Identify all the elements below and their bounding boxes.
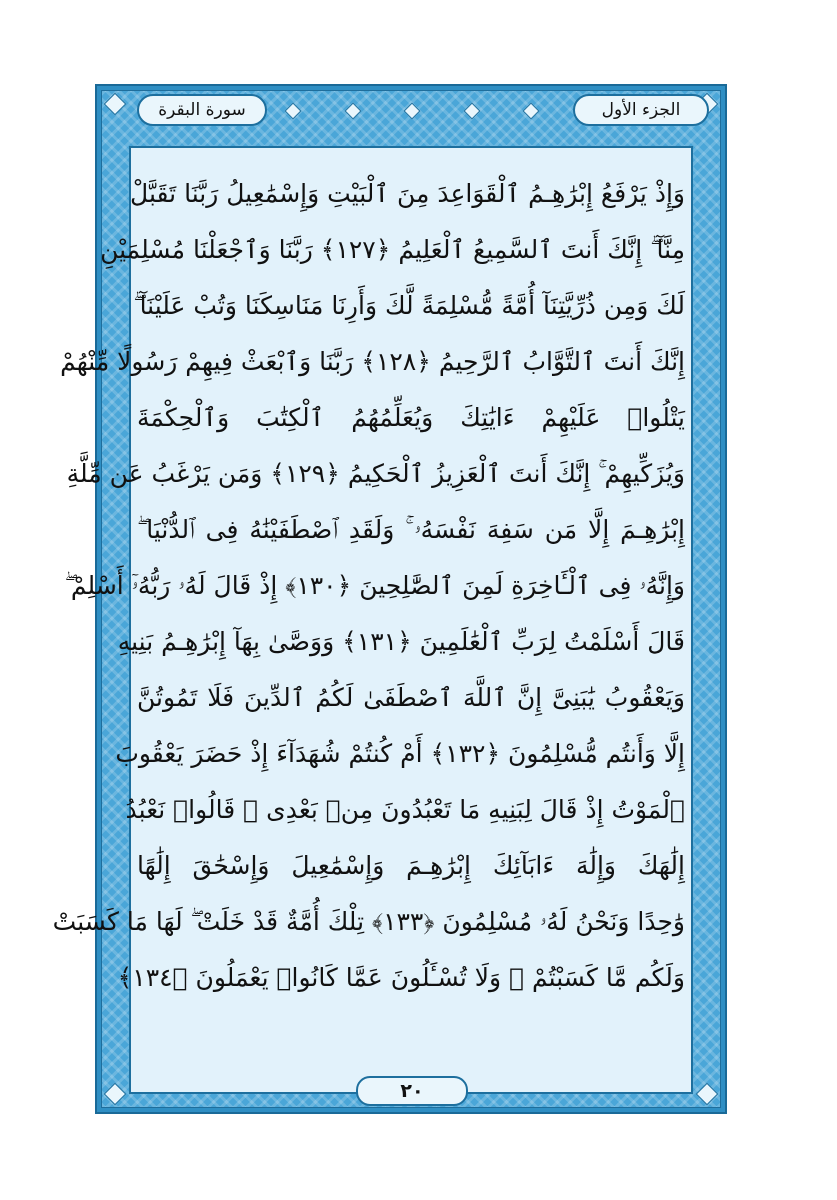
ornament-icon (344, 103, 361, 120)
text-line: مِنَّآ ۖ إِنَّكَ أَنتَ ٱلسَّمِيعُ ٱلْعَلِيمُ ﴿١٢٧﴾ رَبَّنَا وَٱجْعَلْنَا مُسْلِمَيْنِ (100, 235, 685, 264)
page-number: ٢٠ (356, 1076, 468, 1106)
text-line: وَلَكُم مَّا كَسَبْتُمْ ۖ وَلَا تُسْـَٔلُونَ عَمَّا كَانُوا۟ يَعْمَلُونَ ﴿١٣٤﴾ (117, 963, 685, 992)
text-line: إِنَّكَ أَنتَ ٱلتَّوَّابُ ٱلرَّحِيمُ ﴿١٢٨﴾ رَبَّنَا وَٱبْعَثْ فِيهِمْ رَسُولًا مِّنْهُمْ (60, 347, 685, 376)
text-line: يَتْلُوا۟ عَلَيْهِمْ ءَايَٰتِكَ وَيُعَلِّمُهُمُ ٱلْكِتَٰبَ وَٱلْحِكْمَةَ (137, 403, 685, 432)
text-line: إِلَٰهَكَ وَإِلَٰهَ ءَابَآئِكَ إِبْرَٰهِـمَ وَإِسْمَٰعِيلَ وَإِسْحَٰقَ إِلَٰهًا (137, 851, 685, 880)
text-line: وَيُزَكِّيهِمْ ۚ إِنَّكَ أَنتَ ٱلْعَزِيزُ ٱلْحَكِيمُ ﴿١٢٩﴾ وَمَن يَرْغَبُ عَن مِّلَّةِ (66, 459, 685, 488)
ornament-icon (523, 103, 540, 120)
surah-label: سورة البقرة (137, 94, 267, 126)
text-line: إِبْرَٰهِـمَ إِلَّا مَن سَفِهَ نَفْسَهُۥ ۚ وَلَقَدِ ٱصْطَفَيْنَٰهُ فِى ٱلدُّنْيَا ۖ (137, 515, 685, 544)
ornament-icon (463, 103, 480, 120)
text-line: إِلَّا وَأَنتُم مُّسْلِمُونَ ﴿١٣٢﴾ أَمْ كُنتُمْ شُهَدَآءَ إِذْ حَضَرَ يَعْقُوبَ (115, 739, 685, 768)
ornament-icon (404, 103, 421, 120)
verse-text (52, 166, 685, 1006)
text-line: قَالَ أَسْلَمْتُ لِرَبِّ ٱلْعَٰلَمِينَ ﴿١٣١﴾ وَوَصَّىٰ بِهَآ إِبْرَٰهِـمُ بَنِيهِ (117, 627, 685, 656)
header-ornament (287, 100, 537, 122)
text-line: لَكَ وَمِن ذُرِّيَّتِنَآ أُمَّةً مُّسْلِمَةً لَّكَ وَأَرِنَا مَنَاسِكَنَا وَتُبْ عَلَيْنَآ ۖ (133, 291, 685, 320)
ornament-icon (285, 103, 302, 120)
text-line: وَإِنَّهُۥ فِى ٱلْـَٔاخِرَةِ لَمِنَ ٱلصَّٰلِحِينَ ﴿١٣٠﴾ إِذْ قَالَ لَهُۥ رَبُّهُۥٓ أَسْلِمْ ۖ (64, 571, 685, 600)
text-line: وَٰحِدًا وَنَحْنُ لَهُۥ مُسْلِمُونَ ﴿١٣٣﴾ تِلْكَ أُمَّةٌ قَدْ خَلَتْ ۖ لَهَا مَا كَسَبَتْ (52, 907, 685, 936)
page-frame (52, 84, 727, 1114)
juz-label: الجزء الأول (573, 94, 709, 126)
text-line: ٱلْمَوْتُ إِذْ قَالَ لِبَنِيهِ مَا تَعْبُدُونَ مِنۢ بَعْدِى ۖ قَالُوا۟ نَعْبُدُ (125, 795, 685, 824)
text-line: وَإِذْ يَرْفَعُ إِبْرَٰهِـمُ ٱلْقَوَاعِدَ مِنَ ٱلْبَيْتِ وَإِسْمَٰعِيلُ رَبَّنَا تَقَبَّلْ (130, 179, 685, 208)
text-line: وَيَعْقُوبُ يَٰبَنِىَّ إِنَّ ٱللَّهَ ٱصْطَفَىٰ لَكُمُ ٱلدِّينَ فَلَا تَمُوتُنَّ (137, 683, 685, 712)
